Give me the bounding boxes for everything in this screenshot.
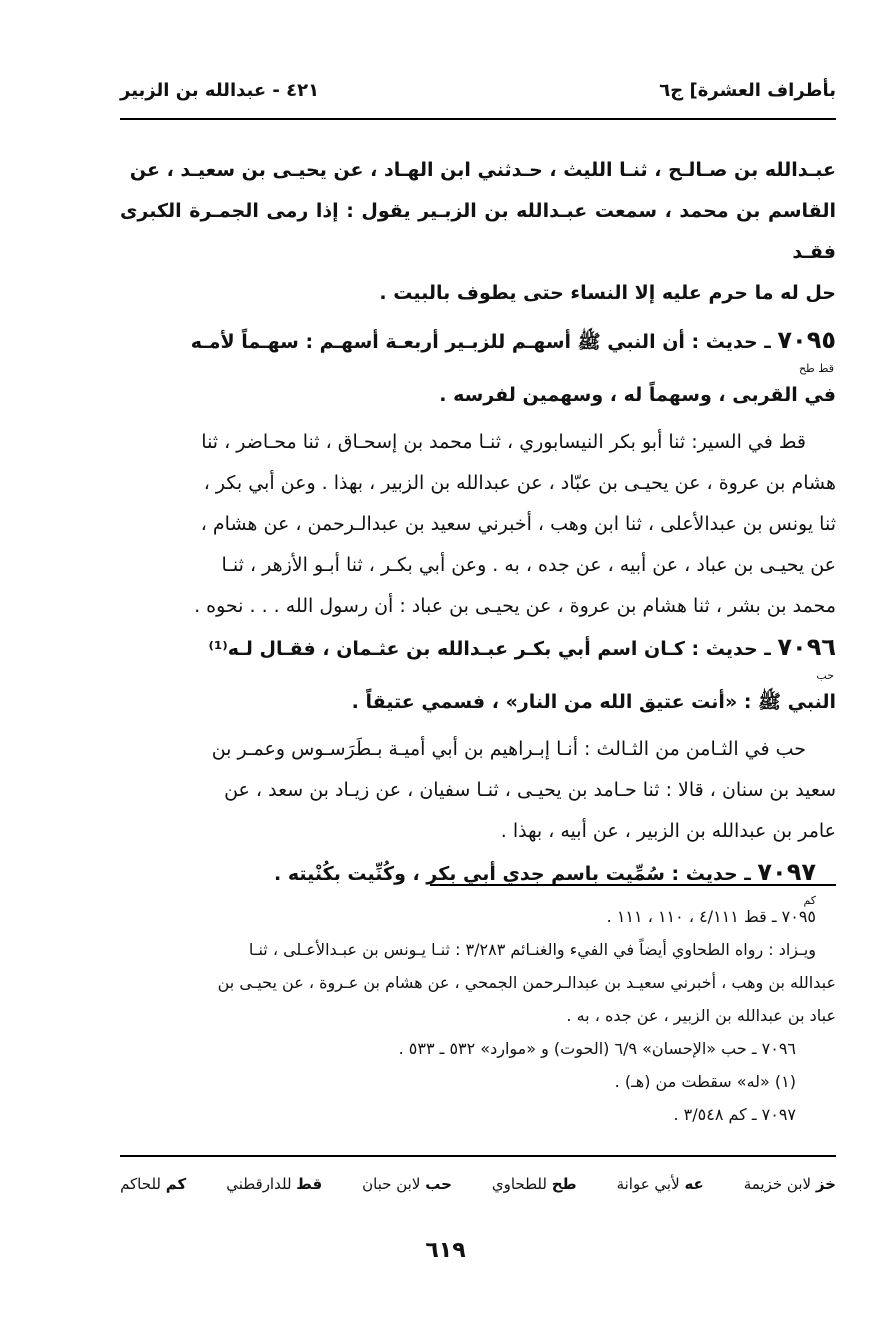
legend-item xyxy=(617,1175,704,1193)
hadith-number: ٧٠٩٧ xyxy=(757,858,816,886)
text-line: القاسم بن محمد ، سمعت عبـدالله بن الزبـير يقول : إذا رمى الجمـرة الكبرى فقـد xyxy=(120,200,836,263)
hadith-sigla: حب xyxy=(816,669,834,682)
header-rule xyxy=(120,118,836,120)
hadith-7095-heading xyxy=(120,320,836,363)
text-line: سعيد بن سنان ، قالا : ثنا حـامد بن يحيـى ، ثنـا سفيان ، عن زيـاد بن سعد ، عن xyxy=(224,779,836,801)
legend-rule xyxy=(120,1155,836,1157)
legend-item xyxy=(120,1175,186,1193)
hadith-sigla: قط طح xyxy=(798,362,834,375)
legend-abbr: كم xyxy=(165,1175,187,1193)
legend-abbr: خز xyxy=(815,1175,836,1193)
legend-text: للطحاوي xyxy=(491,1175,547,1193)
legend-abbr: قط xyxy=(296,1175,323,1193)
text-line: قط في السير: ثنا أبو بكر النيسابوري ، ثنـا محمد بن إسحـاق ، ثنا محـاضر ، ثنا xyxy=(201,431,806,453)
footnote-rule xyxy=(430,884,836,886)
text-line: عن يحيـى بن عباد ، عن أبيه ، عن جده ، به . وعن أبي بكـر ، ثنا أبـو الأزهر ، ثنـا xyxy=(221,554,836,576)
main-text xyxy=(120,150,836,907)
hadith-number: ٧٠٩٦ xyxy=(777,633,836,661)
legend-text: للحاكم xyxy=(120,1175,161,1193)
hadith-text: ـ حديث : سُمِّيت باسم جدي أبي بكر ، وكُنِّيت بكُنْيته . xyxy=(274,863,758,885)
footnote-line: ٧٠٩٥ ـ قط ٤/١١١ ، ١١٠ ، ١١١ . xyxy=(606,907,816,926)
hadith-number: ٧٠٩٥ xyxy=(777,326,836,354)
footnote-line: ويـزاد : رواه الطحاوي أيضاً في الفيء والغنـائم ٣/٢٨٣ : ثنـا يـونس بن عبـدالأعـلى ، ثنـا xyxy=(248,940,816,959)
legend-abbr: عه xyxy=(684,1175,704,1193)
hadith-text: ـ حديث : أن النبي ﷺ أسهـم للزبـير أربعـة أسهـم : سهـماً لأمـه xyxy=(190,331,778,353)
hadith-text: النبي ﷺ : «أنت عتيق الله من النار» ، فسمي عتيقاً . xyxy=(351,691,836,713)
legend-text: لأبي عوانة xyxy=(616,1175,680,1193)
header-right: بأطراف العشرة] ج٦ xyxy=(659,79,836,101)
hadith-text: في القربى ، وسهماً له ، وسهمين لفرسه . xyxy=(439,384,836,406)
text-line: هشام بن عروة ، عن يحيـى بن عبّاد ، عن عبدالله بن الزبير ، بهذا . وعن أبي بكر ، xyxy=(203,472,836,494)
legend-item xyxy=(226,1175,322,1193)
text-line: محمد بن بشر ، ثنا هشام بن عروة ، عن يحيـى بن عباد : أن رسول الله . . . نحوه . xyxy=(194,595,836,617)
hadith-sigla: كم xyxy=(803,894,816,907)
legend-abbr: حب xyxy=(425,1175,452,1193)
legend-text: لابن خزيمة xyxy=(743,1175,812,1193)
hadith-7096-heading xyxy=(120,627,836,670)
legend-item xyxy=(492,1175,577,1193)
abbreviation-legend xyxy=(120,1175,836,1193)
footnote-line: عباد بن عبدالله بن الزبير ، عن جده ، به . xyxy=(566,1006,836,1025)
footnote-line: (١) «له» سقطت من (هـ) . xyxy=(614,1072,796,1091)
legend-text: للدارقطني xyxy=(226,1175,292,1193)
header-left: ٤٢١ - عبدالله بن الزبير xyxy=(120,79,320,101)
text-line: حب في الثـامن من الثـالث : أنـا إبـراهيم بن أبي أميـة بـطَرَسـوس وعمـر بن xyxy=(211,738,806,760)
page-number: ٦١٩ xyxy=(425,1238,466,1263)
legend-text: لابن حبان xyxy=(362,1175,421,1193)
legend-item xyxy=(362,1175,452,1193)
legend-abbr: طح xyxy=(551,1175,577,1193)
hadith-7097-heading xyxy=(120,852,836,895)
legend-item xyxy=(744,1175,836,1193)
running-header xyxy=(120,70,836,110)
text-line: عامر بن عبدالله بن الزبير ، عن أبيه ، بهذا . xyxy=(500,820,836,842)
text-line: ثنا يونس بن عبدالأعلى ، ثنا ابن وهب ، أخبرني سعيد بن عبدالـرحمن ، عن هشام ، xyxy=(200,513,836,535)
text-line: حل له ما حرم عليه إلا النساء حتى يطوف بالبيت . xyxy=(379,282,836,304)
hadith-text: ـ حديث : كـان اسم أبي بكـر عبـدالله بن عثـمان ، فقـال لـه⁽¹⁾ xyxy=(208,638,778,660)
footnotes xyxy=(120,900,836,1131)
footnote-line: ٧٠٩٦ ـ حب «الإحسان» ٦/٩ (الحوت) و «موارد» ٥٣٢ ـ ٥٣٣ . xyxy=(398,1039,796,1058)
footnote-line: عبدالله بن وهب ، أخبرني سعيـد بن عبدالـرحمن الجمحي ، عن هشام بن عـروة ، عن يحيـى بن xyxy=(217,973,836,992)
footnote-line: ٧٠٩٧ ـ كم ٣/٥٤٨ . xyxy=(673,1105,796,1124)
text-line: عبـدالله بن صـالـح ، ثنـا الليث ، حـدثني ابن الهـاد ، عن يحيـى بن سعيـد ، عن xyxy=(129,159,836,181)
